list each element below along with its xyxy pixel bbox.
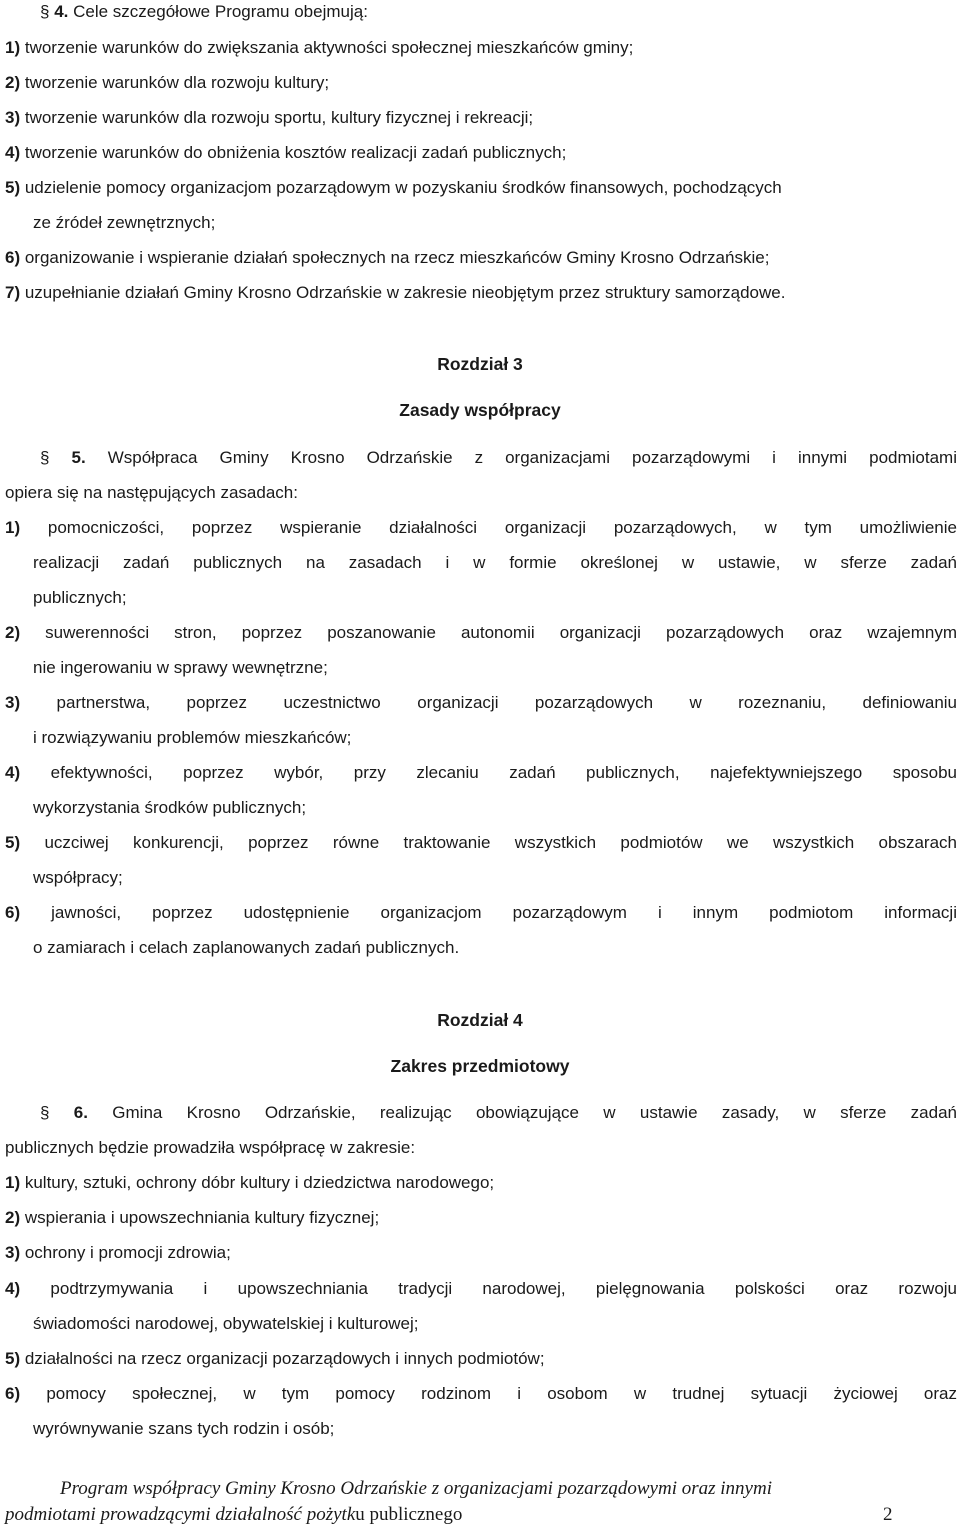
paragraph-text: Cele szczegółowe Programu obejmują: (68, 2, 368, 21)
list-item (5, 903, 957, 923)
item-number: 2) (5, 73, 21, 92)
item-text: tworzenie warunków do zwiększania aktywności społecznej mieszkańców gminy; (20, 38, 634, 57)
item-text: ochrony i promocji zdrowia; (20, 1243, 231, 1262)
item-text: udzielenie pomocy organizacjom pozarządowym w pozyskaniu środków finansowych, pochodzących (20, 178, 782, 197)
list-item-continuation: publicznych; (33, 588, 127, 607)
item-number: 3) (5, 1243, 21, 1262)
item-text: uzupełnianie działań Gminy Krosno Odrzańskie w zakresie nieobjętym przez struktury samorządowe. (20, 283, 786, 302)
item-number: 1) (5, 38, 21, 57)
item-text: wspierania i upowszechniania kultury fizycznej; (20, 1208, 380, 1227)
list-item (5, 283, 785, 303)
item-text: pomocy społecznej, w tym pomocy rodzinom i osobom w trudnej sytuacji życiowej oraz (20, 1384, 957, 1403)
paragraph-5-intro-cont: opiera się na następujących zasadach: (5, 483, 298, 502)
list-item (5, 763, 957, 783)
page-number: 2 (883, 1504, 893, 1525)
paragraph-6-intro-cont: publicznych będzie prowadziła współpracę w zakresie: (5, 1138, 416, 1157)
list-item (5, 108, 533, 128)
paragraph-text: Gmina Krosno Odrzańskie, realizując obowiązujące w ustawie zasady, w sferze zadań (87, 1103, 957, 1122)
item-number: 7) (5, 283, 21, 302)
list-item (5, 833, 957, 853)
footer-plain-text: u publicznego (355, 1504, 463, 1525)
paragraph-5-intro (40, 448, 957, 468)
item-text: kultury, sztuki, ochrony dóbr kultury i dziedzictwa narodowego; (20, 1173, 495, 1192)
list-item (5, 693, 957, 713)
item-text: podtrzymywania i upowszechniania tradycji narodowej, pielęgnowania polskości oraz rozwoju (20, 1279, 957, 1298)
list-item (5, 1208, 379, 1228)
list-item (5, 1173, 494, 1193)
list-item-continuation: wykorzystania środków publicznych; (33, 798, 307, 817)
chapter-title: Rozdział 4 (437, 1010, 523, 1030)
list-item (5, 1279, 957, 1299)
item-number: 2) (5, 1208, 21, 1227)
section-sign: § (40, 1103, 50, 1122)
item-text: jawności, poprzez udostępnienie organizacjom pozarządowym i innym podmiotom informacji (20, 903, 957, 922)
footer-italic-text: podmiotami prowadzącymi działalność pożytk (5, 1504, 356, 1525)
list-item (5, 623, 957, 643)
list-item (5, 248, 769, 268)
item-number: 4) (5, 1279, 21, 1298)
item-number: 5) (5, 833, 21, 852)
section-sign: § (40, 2, 50, 21)
item-number: 4) (5, 143, 21, 162)
item-number: 6) (5, 903, 21, 922)
item-number: 1) (5, 518, 21, 537)
list-item (5, 1384, 957, 1404)
item-text: tworzenie warunków dla rozwoju kultury; (20, 73, 330, 92)
list-item-continuation: ze źródeł zewnętrznych; (33, 213, 216, 232)
item-text: suwerenności stron, poprzez poszanowanie autonomii organizacji pozarządowych oraz wzajemnym (20, 623, 957, 642)
item-number: 3) (5, 108, 21, 127)
item-text: organizowanie i wspieranie działań społecznych na rzecz mieszkańców Gminy Krosno Odrzańskie; (20, 248, 770, 267)
chapter-title: Rozdział 3 (437, 354, 523, 374)
item-text: uczciwej konkurencji, poprzez równe traktowanie wszystkich podmiotów we wszystkich obszarach (20, 833, 957, 852)
list-item (5, 73, 329, 93)
item-number: 5) (5, 1349, 21, 1368)
item-number: 6) (5, 1384, 21, 1403)
list-item-continuation: wyrównywanie szans tych rodzin i osób; (33, 1419, 335, 1438)
item-text: efektywności, poprzez wybór, przy zlecaniu zadań publicznych, najefektywniejszego sposobu (20, 763, 957, 782)
paragraph-text: Współpraca Gminy Krosno Odrzańskie z organizacjami pozarządowymi i innymi podmiotami (85, 448, 957, 467)
item-text: partnerstwa, poprzez uczestnictwo organizacji pozarządowych w rozeznaniu, definiowaniu (20, 693, 957, 712)
list-item (5, 143, 566, 163)
list-item-continuation: współpracy; (33, 868, 123, 887)
paragraph-number: 6. (73, 1103, 88, 1122)
chapter-subtitle: Zasady współpracy (399, 400, 561, 420)
list-item-continuation: świadomości narodowej, obywatelskiej i kulturowej; (33, 1314, 419, 1333)
paragraph-number: 4. (54, 2, 69, 21)
list-item (5, 38, 633, 58)
list-item-continuation: o zamiarach i celach zaplanowanych zadań publicznych. (33, 938, 460, 957)
item-text: tworzenie warunków do obniżenia kosztów realizacji zadań publicznych; (20, 143, 567, 162)
list-item (5, 518, 957, 538)
footer-line-1: Program współpracy Gminy Krosno Odrzańskie z organizacjami pozarządowymi oraz innymi (60, 1478, 772, 1499)
paragraph-4-heading (40, 2, 368, 22)
item-number: 6) (5, 248, 21, 267)
item-number: 1) (5, 1173, 21, 1192)
list-item (5, 1349, 545, 1369)
list-item-continuation: realizacji zadań publicznych na zasadach i w formie określonej w ustawie, w sferze zadań (33, 553, 957, 572)
footer-line-2 (5, 1504, 462, 1526)
paragraph-6-intro (40, 1103, 957, 1123)
item-number: 3) (5, 693, 21, 712)
item-number: 5) (5, 178, 21, 197)
list-item-continuation: i rozwiązywaniu problemów mieszkańców; (33, 728, 352, 747)
section-sign: § (40, 448, 50, 467)
item-number: 4) (5, 763, 21, 782)
chapter-subtitle: Zakres przedmiotowy (390, 1056, 570, 1076)
item-text: pomocniczości, poprzez wspieranie działalności organizacji pozarządowych, w tym umożliwienie (20, 518, 957, 537)
list-item (5, 1243, 231, 1263)
item-number: 2) (5, 623, 21, 642)
item-text: tworzenie warunków dla rozwoju sportu, kultury fizycznej i rekreacji; (20, 108, 534, 127)
list-item-continuation: nie ingerowaniu w sprawy wewnętrzne; (33, 658, 328, 677)
list-item (5, 178, 782, 198)
item-text: działalności na rzecz organizacji pozarządowych i innych podmiotów; (20, 1349, 545, 1368)
paragraph-number: 5. (71, 448, 86, 467)
